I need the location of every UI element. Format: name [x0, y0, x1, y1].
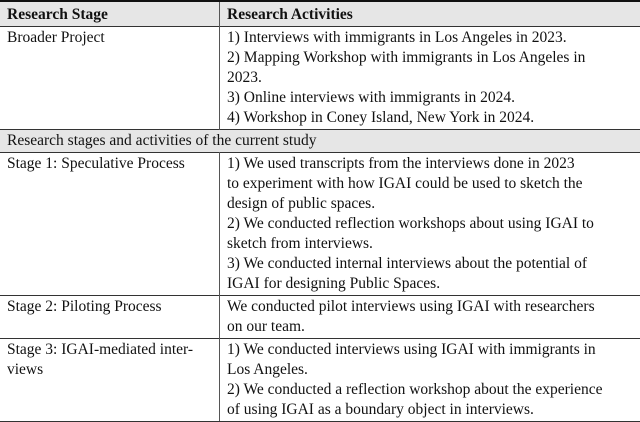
- table-row-stage3: [0, 339, 640, 422]
- activity-line: 2) We conducted reflection workshops about using IGAI to: [227, 215, 594, 232]
- table-row-stage2: [0, 296, 640, 339]
- activities-cell: [220, 339, 640, 422]
- activity-line: of using IGAI as a boundary object in interviews.: [227, 401, 534, 418]
- activity-line: to experiment with how IGAI could be used to sketch the: [227, 175, 583, 192]
- stage-cell: Stage 2: Piloting Process: [0, 296, 220, 339]
- activities-cell: [220, 153, 640, 296]
- table-row-stage1: [0, 153, 640, 296]
- activity-line: 1) We conducted interviews using IGAI with immigrants in: [227, 341, 596, 358]
- header-row: [0, 2, 640, 27]
- activities-cell: [220, 296, 640, 339]
- activity-line: We conducted pilot interviews using IGAI with researchers: [227, 298, 595, 315]
- stage-cell: Stage 1: Speculative Process: [0, 153, 220, 296]
- section-label: Research stages and activities of the current study: [0, 130, 640, 153]
- activity-line: design of public spaces.: [227, 195, 376, 212]
- activity-line: 3) We conducted internal interviews about the potential of: [227, 255, 588, 272]
- activity-line: 1) Interviews with immigrants in Los Angeles in 2023.: [227, 29, 567, 46]
- research-stages-table: [0, 2, 640, 422]
- stage-cell: [0, 339, 220, 422]
- stage-cell: Broader Project: [0, 27, 220, 130]
- activity-line: 2) We conducted a reflection workshop about the experience: [227, 381, 603, 398]
- activity-line: 4) Workshop in Coney Island, New York in 2024.: [227, 109, 535, 126]
- header-stage: Research Stage: [0, 2, 220, 27]
- activities-cell: [220, 27, 640, 130]
- activity-line: sketch from interviews.: [227, 235, 373, 252]
- activity-line: 1) We used transcripts from the interviews done in 2023: [227, 155, 575, 172]
- activity-line: 2) Mapping Workshop with immigrants in Los Angeles in: [227, 49, 586, 66]
- activity-line: 3) Online interviews with immigrants in 2024.: [227, 89, 516, 106]
- activity-line: 2023.: [227, 69, 262, 86]
- activity-line: on our team.: [227, 318, 305, 335]
- section-row: [0, 130, 640, 153]
- table-row-broader: [0, 27, 640, 130]
- stage-line: views: [7, 361, 44, 378]
- header-activities: Research Activities: [220, 2, 640, 27]
- stage-line: Stage 3: IGAI-mediated inter-: [7, 341, 194, 358]
- activity-line: IGAI for designing Public Spaces.: [227, 275, 441, 292]
- activity-line: Los Angeles.: [227, 361, 308, 378]
